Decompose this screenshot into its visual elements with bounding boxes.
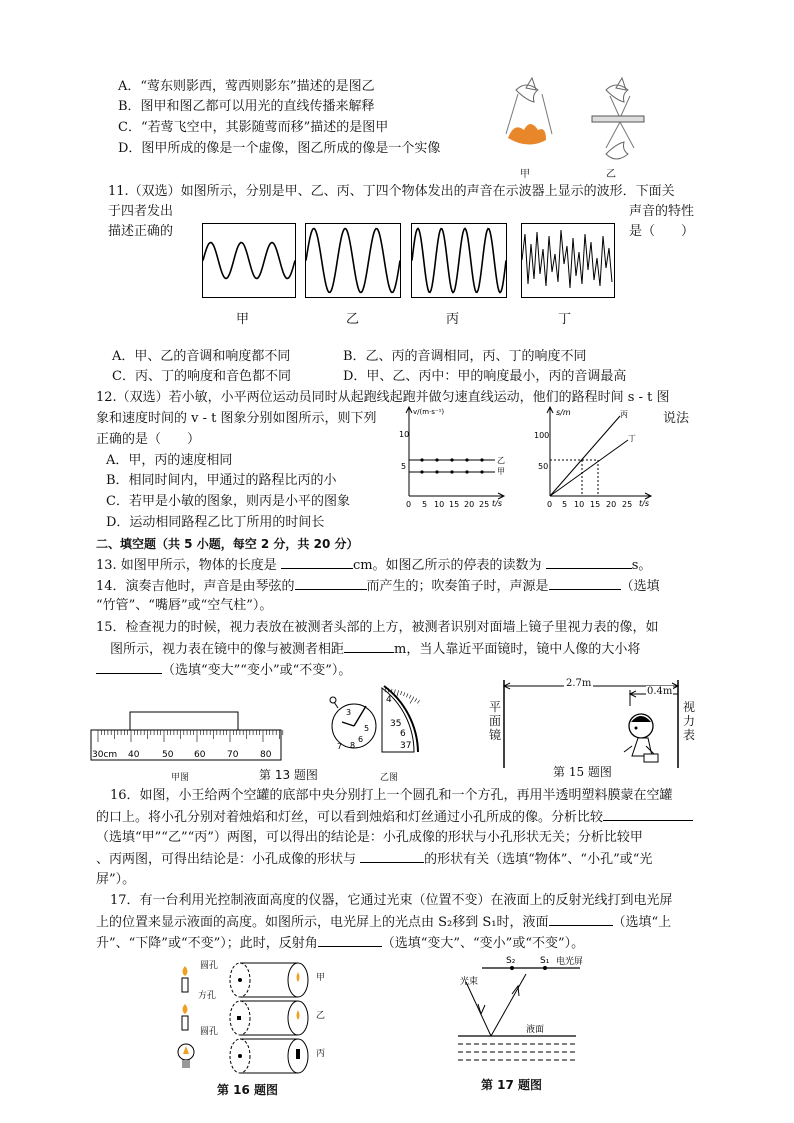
ruler-label-60: 60 (194, 750, 206, 760)
q13-text-c: s。 (631, 558, 652, 573)
stopwatch-tick (395, 689, 396, 693)
st-series-bing-label: 丙 (620, 410, 628, 419)
q13-text-b: cm。如图乙所示的停表的读数为 (352, 558, 546, 573)
q11-stem-3-left: 描述正确的 (108, 224, 174, 239)
q11-stem-3-right: 是（ ） (629, 224, 695, 239)
st-xtick-10: 10 (574, 500, 585, 509)
q15-text-3a: （选填“变大”“变小”或“不变”）。 (162, 663, 352, 678)
q16-label-square: 方孔 (198, 991, 217, 1001)
q15-blank-distance[interactable] (344, 640, 394, 653)
q15-dist-short: 0.4m (647, 686, 673, 697)
sw-label-7: 7 (337, 742, 343, 751)
q17-blank-1[interactable] (549, 913, 613, 926)
q11-option-a: A．甲、乙的音调和响度都不同 (112, 349, 291, 364)
bird-yi-icon (592, 78, 644, 159)
vt-point (465, 458, 468, 461)
vt-xtick-5: 5 (422, 500, 428, 509)
q15-caption: 第 15 题图 (553, 765, 612, 779)
q12-stem-2: 象和速度时间的 v - t 图象分别如图所示，则下列 (96, 411, 377, 426)
stopwatch-tick (404, 692, 405, 696)
vt-point (420, 470, 423, 473)
st-ylabel: s/m (556, 408, 571, 417)
q10-option-b: B．图甲和图乙都可以用光的直线传播来解释 (118, 99, 375, 114)
st-xlabel: t/s (639, 499, 649, 508)
q14-text-c: （选填 (620, 579, 660, 594)
q14-text-2: “竹管”、“嘴唇”或“空气柱”）。 (96, 598, 273, 613)
stopwatch-tick (410, 697, 414, 704)
vt-ylabel: v/(m·s⁻¹) (413, 408, 445, 416)
stopwatch-tick (409, 695, 411, 699)
q17-text-2a: 上的位置来显示液面的高度。如图所示，电光屏上的光点由 S₂移到 S₁时，液面 (96, 915, 549, 930)
ruler-label-50: 50 (162, 750, 174, 760)
vt-series-yi-label: 乙 (497, 456, 505, 465)
sw-label-8: 8 (350, 741, 356, 750)
vt-point (435, 458, 438, 461)
q12-stem-3: 正确的是（ ） (96, 432, 201, 447)
waveform-label-ding: 丁 (558, 312, 572, 327)
q15-text-1: 15．检查视力的时候，视力表放在被测者头部的上方，被测者识别对面墙上镜子里视力表的像，如 (96, 620, 659, 635)
st-series-ding-label: 丁 (628, 434, 636, 443)
q15-blank-size[interactable] (96, 661, 162, 674)
q16-label-jia: 甲 (316, 973, 326, 983)
stopwatch-tick (397, 690, 399, 698)
q10-fig-yi-label: 乙 (606, 169, 616, 180)
ruler-figure (88, 706, 284, 762)
vt-point (480, 470, 483, 473)
st-ytick-0: 0 (547, 500, 553, 509)
stopwatch-tick (417, 700, 419, 703)
q16-text-2a: 的口上。将小孔分别对着烛焰和灯丝，可以看到烛焰和灯丝通过小孔所成的像。分析比较 (96, 810, 604, 825)
q10-option-d: D．图甲所成的像是一个虚像，图乙所成的像是一个实像 (118, 141, 441, 156)
q12-stem-2-right: 说法 (663, 411, 690, 426)
sw-label-5: 5 (364, 724, 370, 733)
waveform-bing (411, 223, 507, 298)
q16-text-5: 屏”）。 (96, 872, 136, 887)
waveform-label-bing: 丙 (446, 312, 460, 327)
vt-ytick-10: 10 (399, 430, 410, 439)
q14-blank-2[interactable] (549, 577, 621, 590)
sw-label-37: 37 (400, 741, 412, 751)
vt-xtick-25: 25 (479, 500, 490, 509)
q13-text-a: 13. 如图甲所示，物体的长度是 (96, 558, 281, 573)
waveform-jia (202, 223, 296, 298)
q16-text-1: 16．如图，小王给两个空罐的底部中央分别打上一个圆孔和一个方孔，再用半透明塑料膜蒙在空罐 (110, 788, 673, 803)
q17-label-s1: S₁ (540, 956, 550, 966)
st-xtick-20: 20 (606, 500, 617, 509)
q17-blank-2[interactable] (318, 934, 382, 947)
q17-text-3 (96, 934, 584, 953)
sw-label-3: 3 (346, 708, 352, 717)
st-ytick-100: 100 (534, 431, 550, 440)
section-2-heading: 二、填空题（共 5 小题，每空 2 分，共 20 分） (96, 537, 359, 551)
q16-text-4 (96, 850, 652, 869)
q15-text-2a: 图所示，视力表在镜中的像与被测者相距 (110, 642, 345, 657)
vt-xlabel: t/s (492, 499, 502, 508)
st-xtick-25: 25 (622, 500, 633, 509)
q16-label-round-1: 圆孔 (200, 961, 219, 971)
q16-text-2 (96, 808, 693, 827)
q14-text-a: 14．演奏吉他时，声音是由琴弦的 (96, 579, 295, 594)
vt-xtick-10: 10 (434, 500, 445, 509)
q15-text-2 (110, 640, 640, 659)
filament-image (296, 1049, 300, 1059)
waveform-yi (305, 223, 401, 298)
q17-caption: 第 17 题图 (481, 1078, 543, 1092)
q10-option-a: A．“莺东则影西，莺西则影东”描述的是图乙 (118, 79, 375, 94)
vt-ytick-0: 0 (406, 500, 412, 509)
q16-label-round-2: 圆孔 (200, 1027, 219, 1037)
sw-label-6b: 6 (358, 735, 364, 744)
st-line-ding (550, 440, 628, 496)
stopwatch-tick (401, 691, 402, 695)
q14-blank-1[interactable] (295, 577, 367, 590)
vt-xtick-15: 15 (449, 500, 460, 509)
q13-fig-jia-caption: 甲图 (171, 773, 190, 783)
q13-caption: 第 13 题图 (259, 768, 318, 782)
q12-option-b: B．相同时间内，甲通过的路程比丙的小 (106, 473, 337, 488)
waveform-label-jia: 甲 (236, 312, 250, 327)
waveform-label-yi: 乙 (346, 312, 360, 327)
vt-point (435, 470, 438, 473)
q16-text-3: （选填“甲”“乙”“丙”）两图，可以得出的结论是：小孔成像的形状与小孔形状无关；分析比较甲 (96, 830, 643, 845)
waveform-ding (521, 223, 615, 298)
q11-stem-2-right: 声音的特性 (629, 204, 695, 219)
vt-point (420, 458, 423, 461)
can-bing (178, 1039, 308, 1073)
q17-text-2 (96, 913, 671, 932)
ruler-label-80: 80 (260, 750, 272, 760)
vt-xtick-20: 20 (464, 500, 475, 509)
q17-text-1: 17．有一台利用光控制液面高度的仪器，它通过光束（位置不变）在液面上的反射光线打到电光屏 (110, 893, 673, 908)
light-reflection-figure (440, 954, 610, 1076)
stopwatch-tick (415, 698, 417, 701)
st-xtick-15: 15 (590, 500, 601, 509)
q12-option-c: C．若甲是小敏的图象，则丙是小平的图象 (106, 494, 350, 509)
q16-text-4a: 、丙两图，可得出结论是：小孔成像的形状与 (96, 852, 361, 867)
s2-point (510, 966, 514, 970)
vt-point (450, 470, 453, 473)
q16-blank-1[interactable] (603, 808, 693, 821)
q13-text (96, 556, 651, 575)
q11-option-d: D．甲、乙、丙中：甲的响度最小，丙的音调最高 (343, 369, 627, 384)
q10-option-c: C．“若莺飞空中，其影随莺而移”描述的是图甲 (118, 120, 389, 135)
q17-label-s2: S₂ (506, 956, 516, 966)
q10-fig-jia-label: 甲 (520, 169, 530, 180)
st-xtick-5: 5 (562, 500, 568, 509)
stopwatch-tick (406, 694, 408, 698)
st-line-bing (550, 416, 620, 496)
sw-label-4: 4 (386, 695, 392, 705)
q12-option-d: D．运动相同路程乙比丁所用的时间长 (106, 515, 325, 530)
vt-graph (385, 404, 515, 516)
ruler-label-70: 70 (227, 750, 239, 760)
q11-stem-2-left: 于四者发出 (108, 204, 174, 219)
q17-text-3a: 升”、“下降”或“不变”）；此时，反射角 (96, 936, 318, 951)
q13-fig-yi-caption: 乙图 (380, 773, 399, 783)
q14-text-b: 而产生的；吹奏笛子时，声源是 (366, 579, 549, 594)
q16-blank-2[interactable] (360, 850, 424, 863)
s1-point (543, 966, 547, 970)
q11-option-c: C．丙、丁的响度和音色都不同 (112, 369, 291, 384)
q11-option-b: B．乙、丙的音调相同，丙、丁的响度不同 (343, 349, 587, 364)
q15-mirror-label: 平面镜 (489, 700, 502, 742)
vt-series-jia-label: 甲 (497, 467, 505, 476)
reflected-ray (491, 974, 526, 1036)
q12-option-a: A．甲，丙的速度相同 (106, 453, 233, 468)
q10-bird-figure (498, 76, 658, 176)
q15-text-3 (96, 661, 351, 680)
q15-text-2b: m，当人靠近平面镜时，镜中人像的大小将 (394, 642, 641, 657)
q14-text-1 (96, 577, 660, 596)
q17-label-beam: 光束 (460, 977, 479, 987)
q16-caption: 第 16 题图 (217, 1083, 279, 1097)
bird-jia-icon (506, 78, 552, 145)
q12-stem-1: 12.（双选）若小敏，小平两位运动员同时从起跑线起跑并做匀速直线运动，他们的路程时间 s - t 图 (96, 390, 670, 405)
incident-ray (466, 982, 491, 1036)
st-ytick-50: 50 (538, 462, 549, 471)
q15-dist-total: 2.7m (566, 678, 592, 689)
vt-ytick-5: 5 (401, 462, 407, 471)
q13-blank-stopwatch[interactable] (546, 556, 632, 569)
q11-stem-1: 11.（双选）如图所示，分别是甲、乙、丙、丁四个物体发出的声音在示波器上显示的波形．下面关 (108, 184, 675, 199)
ruler-label-30cm: 30cm (92, 750, 118, 760)
q17-label-surface: 液面 (526, 1025, 545, 1035)
vt-point (480, 458, 483, 461)
sw-label-6: 6 (400, 729, 406, 739)
stopwatch-figure (320, 682, 420, 772)
q16-label-bing: 丙 (316, 1049, 326, 1059)
vt-point (450, 458, 453, 461)
q17-label-screen: 电光屏 (556, 957, 584, 967)
ruler-label-40: 40 (128, 750, 140, 760)
st-graph (528, 404, 663, 516)
q17-text-3b: （选填“变大”、“变小”或“不变”）。 (381, 936, 585, 951)
person-icon (624, 714, 658, 762)
q17-text-2b: （选填“上 (612, 915, 672, 930)
q15-chart-label: 视力表 (683, 700, 696, 742)
vt-point (465, 470, 468, 473)
q16-label-yi: 乙 (316, 1011, 326, 1021)
sw-label-35: 35 (390, 719, 402, 729)
q16-text-4b: 的形状有关（选填“物体”、“小孔”或“光 (424, 852, 653, 867)
pinhole-cans-figure (170, 960, 340, 1080)
q13-blank-length[interactable] (281, 556, 353, 569)
